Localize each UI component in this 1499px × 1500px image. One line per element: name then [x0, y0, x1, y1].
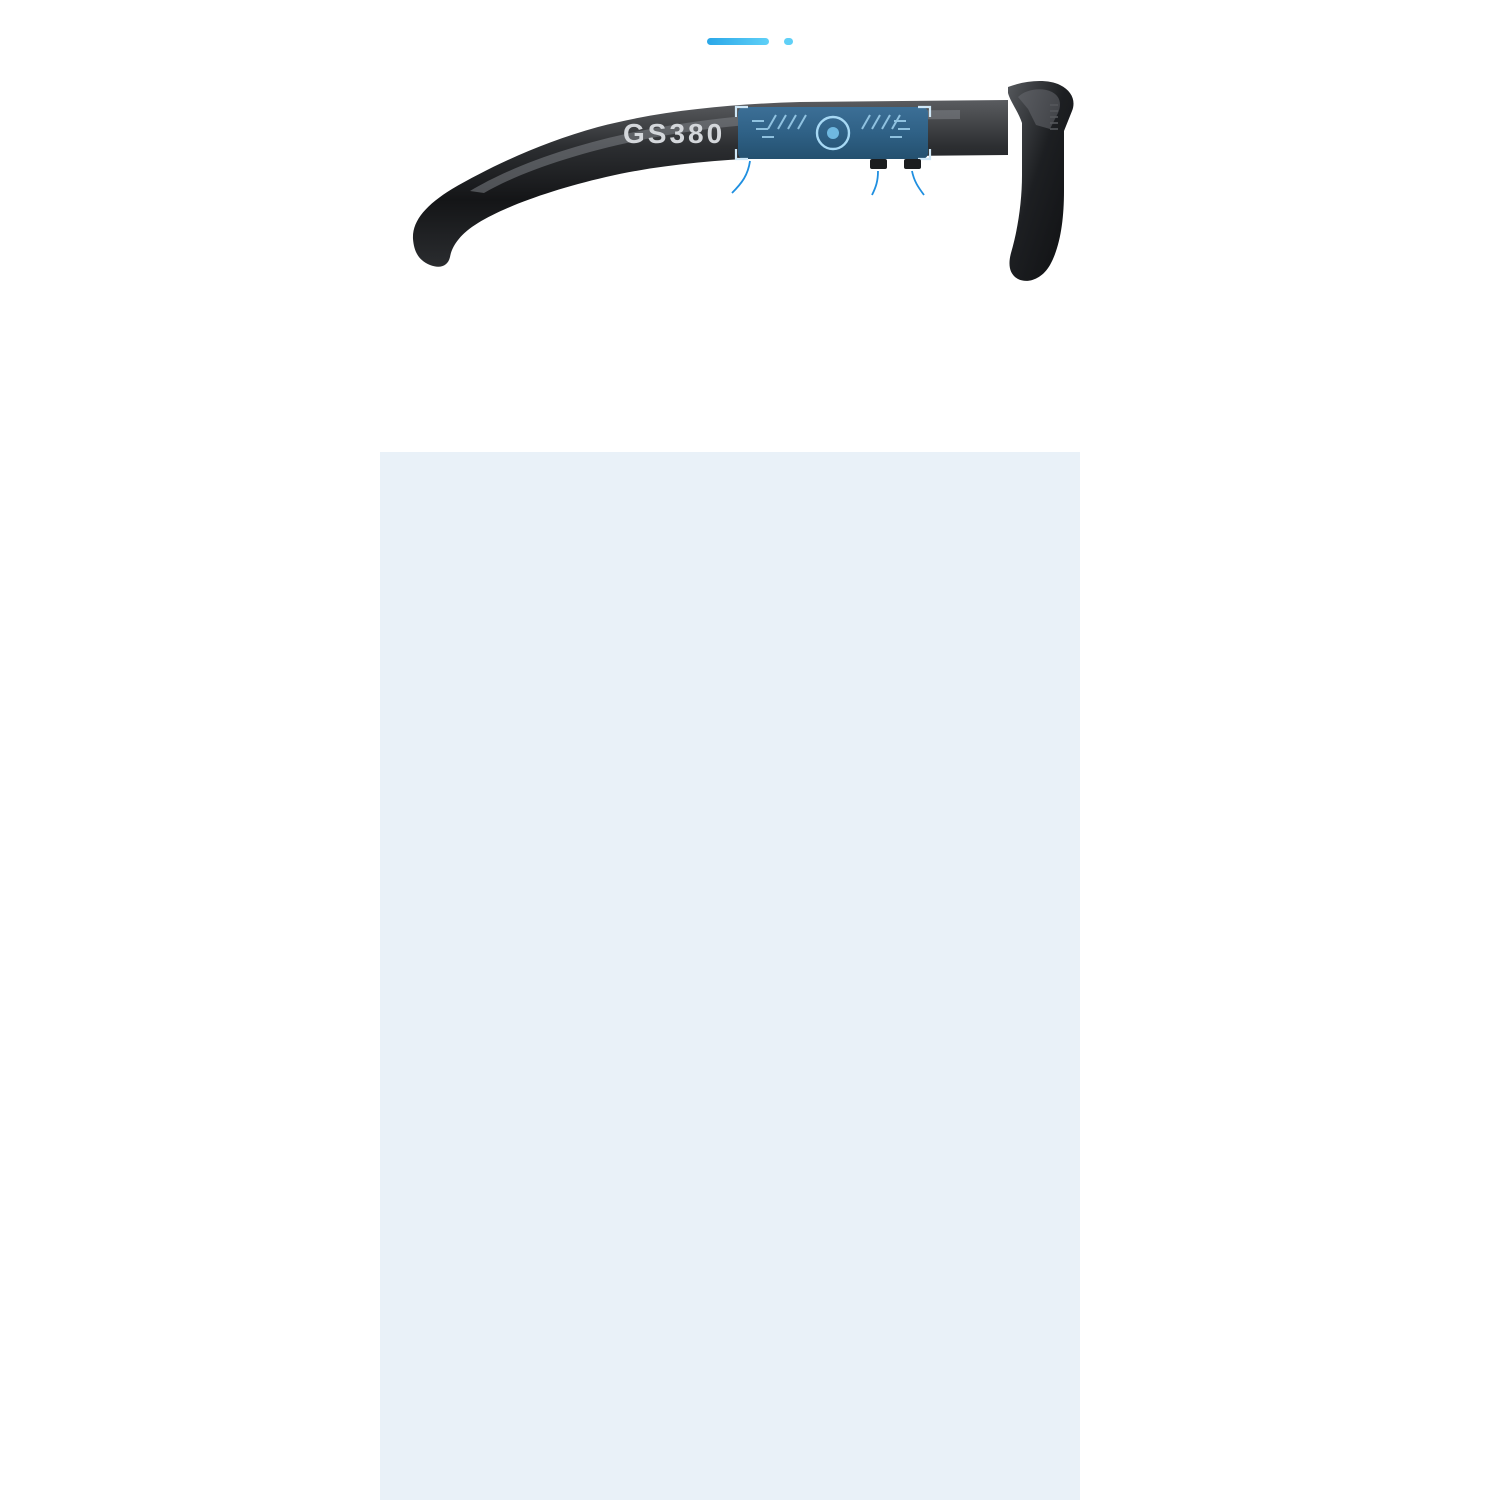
divider-dot: [784, 38, 793, 45]
model-label: GS380: [622, 118, 725, 149]
left-column: [400, 460, 726, 1500]
product-callouts: [690, 199, 1090, 220]
right-column: [736, 460, 1062, 1500]
instruction-grid: [380, 452, 1080, 1500]
product-illustration: [400, 71, 1100, 296]
glasses-temple-svg: [400, 71, 1100, 296]
page-header: [0, 0, 1499, 45]
callout-leader-lines: [732, 161, 924, 195]
title-divider: [707, 38, 793, 45]
front-button[interactable]: [904, 159, 921, 169]
divider-bar: [707, 38, 769, 45]
rear-button[interactable]: [870, 159, 887, 169]
